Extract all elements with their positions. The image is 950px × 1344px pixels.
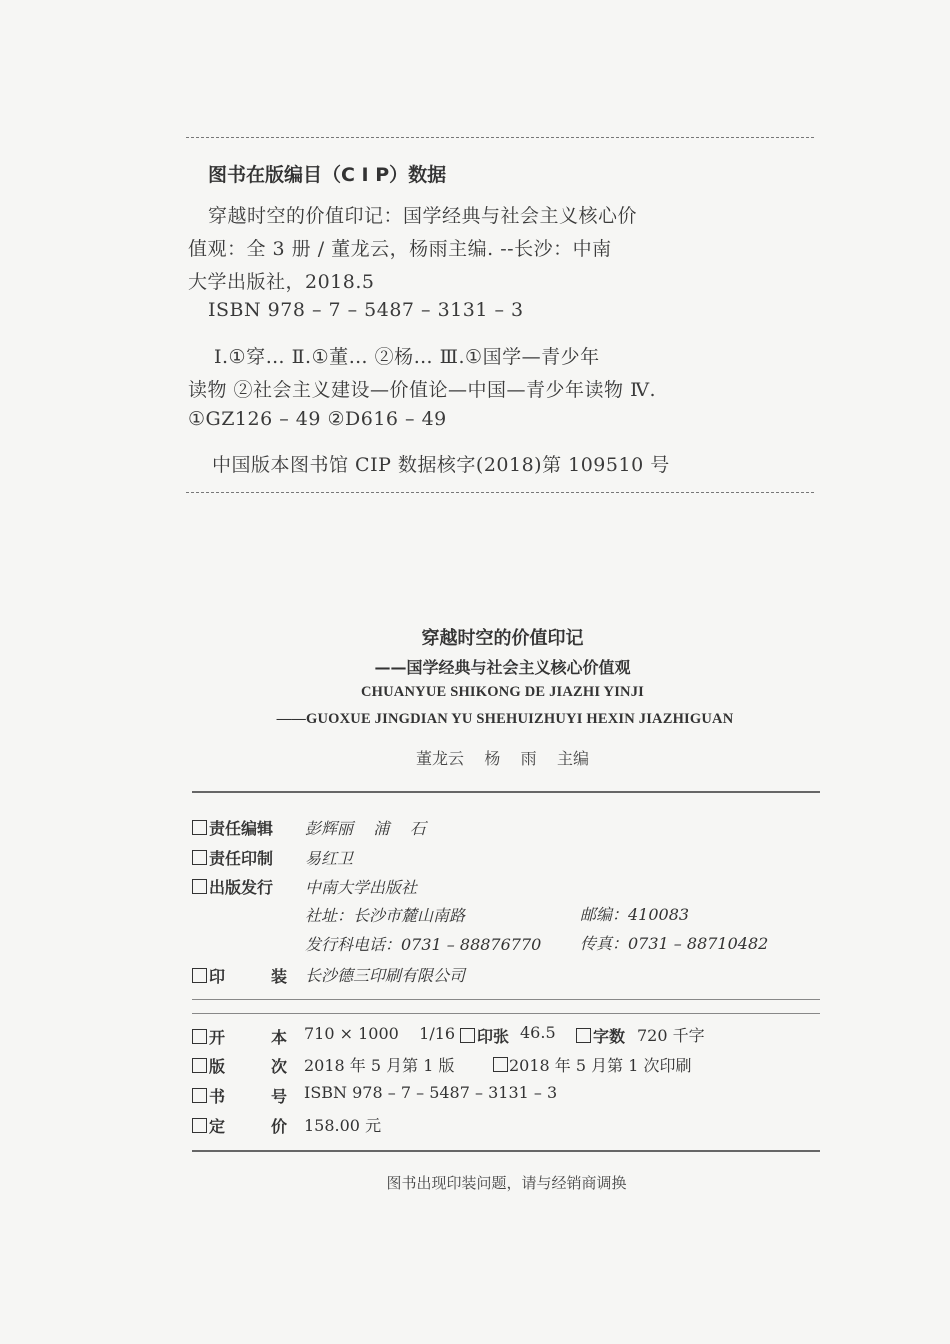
credits-middle-rule xyxy=(192,999,820,1000)
checkbox-square xyxy=(576,1028,591,1043)
checkbox-square xyxy=(192,879,207,894)
checkbox-square xyxy=(192,1029,207,1044)
isbn-value: ISBN 978 – 7 – 5487 – 3131 – 3 xyxy=(304,1083,558,1102)
checkbox-square xyxy=(192,850,207,865)
publisher-address: 社址：长沙市麓山南路 xyxy=(305,906,466,925)
cip-top-divider xyxy=(186,137,814,138)
editor-value: 彭辉丽 浦 石 xyxy=(305,819,426,838)
words-label: 字数 xyxy=(576,1024,625,1047)
printing-value: 2018 年 5 月第 1 次印刷 xyxy=(493,1053,692,1076)
price-value: 158.00 元 xyxy=(304,1116,382,1135)
edition-label: 版 次 xyxy=(192,1054,287,1077)
print-manager-value: 易红卫 xyxy=(305,849,354,868)
printer-value: 长沙德三印刷有限公司 xyxy=(305,966,466,985)
cip-classification-line-2: 读物 ②社会主义建设—价值论—中国—青少年读物 Ⅳ. xyxy=(188,379,657,401)
publisher-value: 中南大学出版社 xyxy=(305,878,418,897)
book-authors: 董龙云 杨 雨 主编 xyxy=(415,749,590,768)
checkbox-square xyxy=(192,820,207,835)
cip-title-line-3: 大学出版社，2018.5 xyxy=(188,271,375,293)
cip-isbn: ISBN 978 – 7 – 5487 – 3131 – 3 xyxy=(208,299,524,321)
format-value: 710 × 1000 1/16 xyxy=(304,1024,456,1043)
price-label: 定 价 xyxy=(192,1114,287,1137)
sheets-value: 46.5 xyxy=(520,1023,556,1042)
book-subtitle-cn: ——国学经典与社会主义核心价值观 xyxy=(374,658,631,677)
edition-value: 2018 年 5 月第 1 版 xyxy=(304,1056,455,1075)
cip-heading: 图书在版编目（C I P）数据 xyxy=(208,164,447,186)
cip-title-line-2: 值观：全 3 册 / 董龙云，杨雨主编. --长沙：中南 xyxy=(188,238,612,260)
checkbox-square xyxy=(192,1118,207,1133)
cip-title-line-1: 穿越时空的价值印记：国学经典与社会主义核心价 xyxy=(208,205,638,227)
footer-notice: 图书出现印装问题，请与经销商调换 xyxy=(386,1174,627,1192)
publisher-phone: 发行科电话：0731 – 88876770 xyxy=(305,935,542,954)
checkbox-square xyxy=(192,1058,207,1073)
publisher-fax: 传真：0731 – 88710482 xyxy=(580,934,769,953)
book-subtitle-en: ——GUOXUE JINGDIAN YU SHEHUIZHUYI HEXIN JIAZHIGUAN xyxy=(276,711,734,727)
cip-record-number: 中国版本图书馆 CIP 数据核字(2018)第 109510 号 xyxy=(212,454,670,476)
sheets-label: 印张 xyxy=(460,1024,509,1047)
print-manager-label: 责任印制 xyxy=(192,846,273,869)
isbn-label: 书 号 xyxy=(192,1084,287,1107)
format-label: 开 本 xyxy=(192,1025,287,1048)
book-title-cn: 穿越时空的价值印记 xyxy=(421,628,584,649)
printer-label: 印 装 xyxy=(192,964,287,987)
words-value: 720 千字 xyxy=(637,1026,705,1045)
publisher-postcode: 邮编：410083 xyxy=(580,905,690,924)
checkbox-square xyxy=(192,1088,207,1103)
editor-label: 责任编辑 xyxy=(192,816,273,839)
checkbox-square xyxy=(460,1028,475,1043)
checkbox-square xyxy=(493,1057,508,1072)
checkbox-square xyxy=(192,968,207,983)
cip-classification-line-3: ①GZ126 – 49 ②D616 – 49 xyxy=(188,408,447,430)
specs-bottom-rule xyxy=(192,1150,820,1152)
specs-top-rule xyxy=(192,1013,820,1014)
book-title-en: CHUANYUE SHIKONG DE JIAZHI YINJI xyxy=(360,684,644,700)
cip-bottom-divider xyxy=(186,492,814,493)
credits-top-rule xyxy=(192,791,820,793)
publisher-label: 出版发行 xyxy=(192,875,273,898)
cip-classification-line-1: Ⅰ.①穿… Ⅱ.①董… ②杨… Ⅲ.①国学—青少年 xyxy=(214,346,600,368)
